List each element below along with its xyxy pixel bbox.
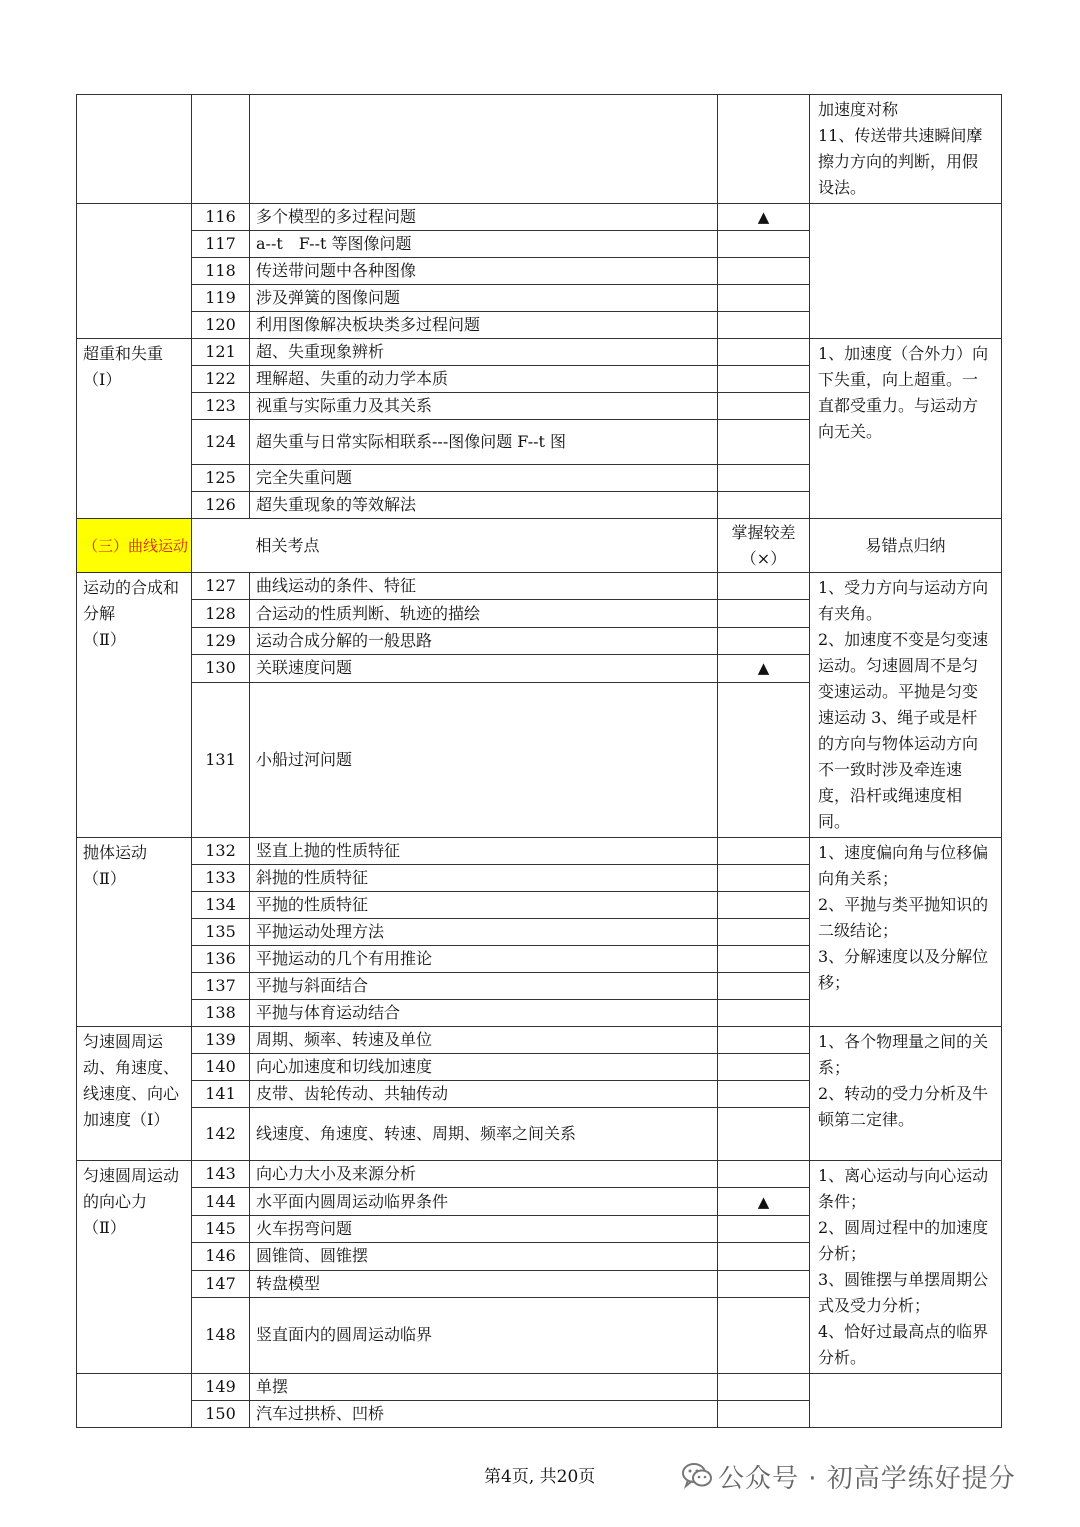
row-number: 123 bbox=[192, 393, 250, 420]
table-row bbox=[77, 1374, 1002, 1401]
row-number: 132 bbox=[192, 838, 250, 865]
error-note: 1、离心运动与向心运动条件； 2、圆周过程中的加速度分析； 3、圆锥摆与单摆周期公式及受力分析； 4、恰好过最高点的临界分析。 bbox=[810, 1161, 1002, 1374]
weak-mark bbox=[718, 946, 810, 973]
category-cell bbox=[77, 1374, 192, 1428]
weak-mark bbox=[718, 1161, 810, 1188]
row-topic: 平抛的性质特征 bbox=[250, 892, 718, 919]
weak-mark bbox=[718, 600, 810, 627]
row-number: 128 bbox=[192, 600, 250, 627]
row-number: 124 bbox=[192, 420, 250, 465]
row-topic: 单摆 bbox=[250, 1374, 718, 1401]
row-number: 122 bbox=[192, 366, 250, 393]
weak-mark bbox=[718, 1374, 810, 1401]
row-number: 125 bbox=[192, 465, 250, 492]
row-topic: 平抛与体育运动结合 bbox=[250, 1000, 718, 1027]
row-topic: 竖直面内的圆周运动临界 bbox=[250, 1297, 718, 1373]
row-topic: 平抛运动处理方法 bbox=[250, 919, 718, 946]
row-topic: 关联速度问题 bbox=[250, 655, 718, 682]
header-mastery: 掌握较差 （×） bbox=[718, 519, 810, 573]
weak-mark bbox=[718, 312, 810, 339]
account-name: 公众号 · 初高学练好提分 bbox=[718, 1464, 1016, 1494]
category-cell: 抛体运动 （Ⅱ） bbox=[77, 838, 192, 1027]
category-cell bbox=[77, 204, 192, 339]
row-number: 133 bbox=[192, 865, 250, 892]
weak-mark bbox=[718, 1000, 810, 1027]
num-cell bbox=[192, 95, 250, 204]
header-topic: 相关考点 bbox=[250, 519, 718, 573]
weak-mark bbox=[718, 838, 810, 865]
error-note bbox=[810, 1374, 1002, 1428]
header-errors: 易错点归纳 bbox=[810, 519, 1002, 573]
error-note: 1、受力方向与运动方向有夹角。 2、加速度不变是匀变速运动。匀速圆周不是匀变速运动。平抛是匀变速运动 3、绳子或是杆的方向与物体运动方向不一致时涉及牵连速度，沿杆或绳速度相同。 bbox=[810, 573, 1002, 838]
row-topic: 皮带、齿轮传动、共轴传动 bbox=[250, 1081, 718, 1108]
weak-mark bbox=[718, 258, 810, 285]
row-number: 130 bbox=[192, 655, 250, 682]
row-topic: 圆锥筒、圆锥摆 bbox=[250, 1243, 718, 1270]
section-title: （三）曲线运动 bbox=[77, 519, 192, 573]
weak-mark: ▲ bbox=[718, 204, 810, 231]
row-number: 134 bbox=[192, 892, 250, 919]
row-topic: 竖直上抛的性质特征 bbox=[250, 838, 718, 865]
weak-mark bbox=[718, 1270, 810, 1297]
weak-mark bbox=[718, 285, 810, 312]
weak-mark: ▲ bbox=[718, 1188, 810, 1215]
row-topic: 视重与实际重力及其关系 bbox=[250, 393, 718, 420]
row-topic: 小船过河问题 bbox=[250, 682, 718, 837]
row-number: 131 bbox=[192, 682, 250, 837]
row-number: 145 bbox=[192, 1215, 250, 1242]
row-topic: 完全失重问题 bbox=[250, 465, 718, 492]
row-topic: 理解超、失重的动力学本质 bbox=[250, 366, 718, 393]
row-number: 120 bbox=[192, 312, 250, 339]
row-topic: 超失重与日常实际相联系---图像问题 F--t 图 bbox=[250, 420, 718, 465]
row-topic: 平抛运动的几个有用推论 bbox=[250, 946, 718, 973]
weak-mark bbox=[718, 1027, 810, 1054]
table-row bbox=[77, 838, 1002, 865]
row-topic: 转盘模型 bbox=[250, 1270, 718, 1297]
page-footer bbox=[0, 1456, 1080, 1496]
row-number: 142 bbox=[192, 1108, 250, 1161]
row-number: 116 bbox=[192, 204, 250, 231]
row-number: 118 bbox=[192, 258, 250, 285]
row-topic: 水平面内圆周运动临界条件 bbox=[250, 1188, 718, 1215]
weak-mark bbox=[718, 1243, 810, 1270]
weak-mark bbox=[718, 973, 810, 1000]
row-number: 149 bbox=[192, 1374, 250, 1401]
table-row bbox=[77, 204, 1002, 231]
weak-mark bbox=[718, 1297, 810, 1373]
row-topic: 合运动的性质判断、轨迹的描绘 bbox=[250, 600, 718, 627]
row-topic: 传送带问题中各种图像 bbox=[250, 258, 718, 285]
row-topic: 斜抛的性质特征 bbox=[250, 865, 718, 892]
row-number: 146 bbox=[192, 1243, 250, 1270]
error-note: 1、速度偏向角与位移偏向角关系； 2、平抛与类平抛知识的二级结论； 3、分解速度以及分解位移； bbox=[810, 838, 1002, 1027]
category-cell: 匀速圆周运动、角速度、线速度、向心加速度（Ⅰ） bbox=[77, 1027, 192, 1161]
row-number: 117 bbox=[192, 231, 250, 258]
row-topic: 超失重现象的等效解法 bbox=[250, 492, 718, 519]
category-cell: 超重和失重 （Ⅰ） bbox=[77, 339, 192, 519]
row-topic: 火车拐弯问题 bbox=[250, 1215, 718, 1242]
row-topic: 超、失重现象辨析 bbox=[250, 339, 718, 366]
row-number: 119 bbox=[192, 285, 250, 312]
row-topic: 利用图像解决板块类多过程问题 bbox=[250, 312, 718, 339]
row-number: 136 bbox=[192, 946, 250, 973]
table-row bbox=[77, 1161, 1002, 1188]
error-note: 加速度对称 11、传送带共速瞬间摩擦力方向的判断，用假设法。 bbox=[810, 95, 1002, 204]
knowledge-table bbox=[76, 94, 1002, 1428]
row-number: 148 bbox=[192, 1297, 250, 1373]
weak-mark bbox=[718, 420, 810, 465]
page-number: 第4页, 共20页 bbox=[484, 1467, 596, 1487]
weak-mark bbox=[718, 231, 810, 258]
weak-mark bbox=[718, 682, 810, 837]
category-cell bbox=[77, 95, 192, 204]
row-number: 135 bbox=[192, 919, 250, 946]
mark-cell bbox=[718, 95, 810, 204]
header-blank bbox=[192, 519, 250, 573]
wechat-icon bbox=[680, 1458, 714, 1492]
weak-mark bbox=[718, 492, 810, 519]
row-number: 126 bbox=[192, 492, 250, 519]
row-topic: 多个模型的多过程问题 bbox=[250, 204, 718, 231]
row-number: 143 bbox=[192, 1161, 250, 1188]
table-row bbox=[77, 1027, 1002, 1054]
weak-mark bbox=[718, 1054, 810, 1081]
topic-cell bbox=[250, 95, 718, 204]
row-number: 144 bbox=[192, 1188, 250, 1215]
error-note: 1、加速度（合外力）向下失重，向上超重。一直都受重力。与运动方向无关。 bbox=[810, 339, 1002, 519]
weak-mark bbox=[718, 465, 810, 492]
row-topic: a--t F--t 等图像问题 bbox=[250, 231, 718, 258]
row-topic: 向心加速度和切线加速度 bbox=[250, 1054, 718, 1081]
row-number: 147 bbox=[192, 1270, 250, 1297]
row-topic: 汽车过拱桥、凹桥 bbox=[250, 1401, 718, 1428]
weak-mark bbox=[718, 366, 810, 393]
table-row bbox=[77, 95, 1002, 204]
row-number: 141 bbox=[192, 1081, 250, 1108]
row-number: 139 bbox=[192, 1027, 250, 1054]
row-topic: 曲线运动的条件、特征 bbox=[250, 573, 718, 600]
table-row bbox=[77, 339, 1002, 366]
row-topic: 线速度、角速度、转速、周期、频率之间关系 bbox=[250, 1108, 718, 1161]
weak-mark bbox=[718, 1215, 810, 1242]
row-number: 129 bbox=[192, 627, 250, 654]
row-topic: 运动合成分解的一般思路 bbox=[250, 627, 718, 654]
weak-mark bbox=[718, 627, 810, 654]
row-number: 127 bbox=[192, 573, 250, 600]
section-header-row bbox=[77, 519, 1002, 573]
weak-mark bbox=[718, 1401, 810, 1428]
error-note bbox=[810, 204, 1002, 339]
row-number: 138 bbox=[192, 1000, 250, 1027]
weak-mark bbox=[718, 892, 810, 919]
weak-mark bbox=[718, 393, 810, 420]
weak-mark: ▲ bbox=[718, 655, 810, 682]
row-number: 121 bbox=[192, 339, 250, 366]
weak-mark bbox=[718, 573, 810, 600]
weak-mark bbox=[718, 919, 810, 946]
row-topic: 平抛与斜面结合 bbox=[250, 973, 718, 1000]
row-number: 137 bbox=[192, 973, 250, 1000]
row-topic: 涉及弹簧的图像问题 bbox=[250, 285, 718, 312]
weak-mark bbox=[718, 1081, 810, 1108]
table-row bbox=[77, 573, 1002, 600]
row-topic: 向心力大小及来源分析 bbox=[250, 1161, 718, 1188]
row-number: 140 bbox=[192, 1054, 250, 1081]
weak-mark bbox=[718, 1108, 810, 1161]
category-cell: 匀速圆周运动的向心力 （Ⅱ） bbox=[77, 1161, 192, 1374]
row-number: 150 bbox=[192, 1401, 250, 1428]
weak-mark bbox=[718, 339, 810, 366]
weak-mark bbox=[718, 865, 810, 892]
category-cell: 运动的合成和分解 （Ⅱ） bbox=[77, 573, 192, 838]
error-note: 1、各个物理量之间的关系； 2、转动的受力分析及牛顿第二定律。 bbox=[810, 1027, 1002, 1161]
row-topic: 周期、频率、转速及单位 bbox=[250, 1027, 718, 1054]
